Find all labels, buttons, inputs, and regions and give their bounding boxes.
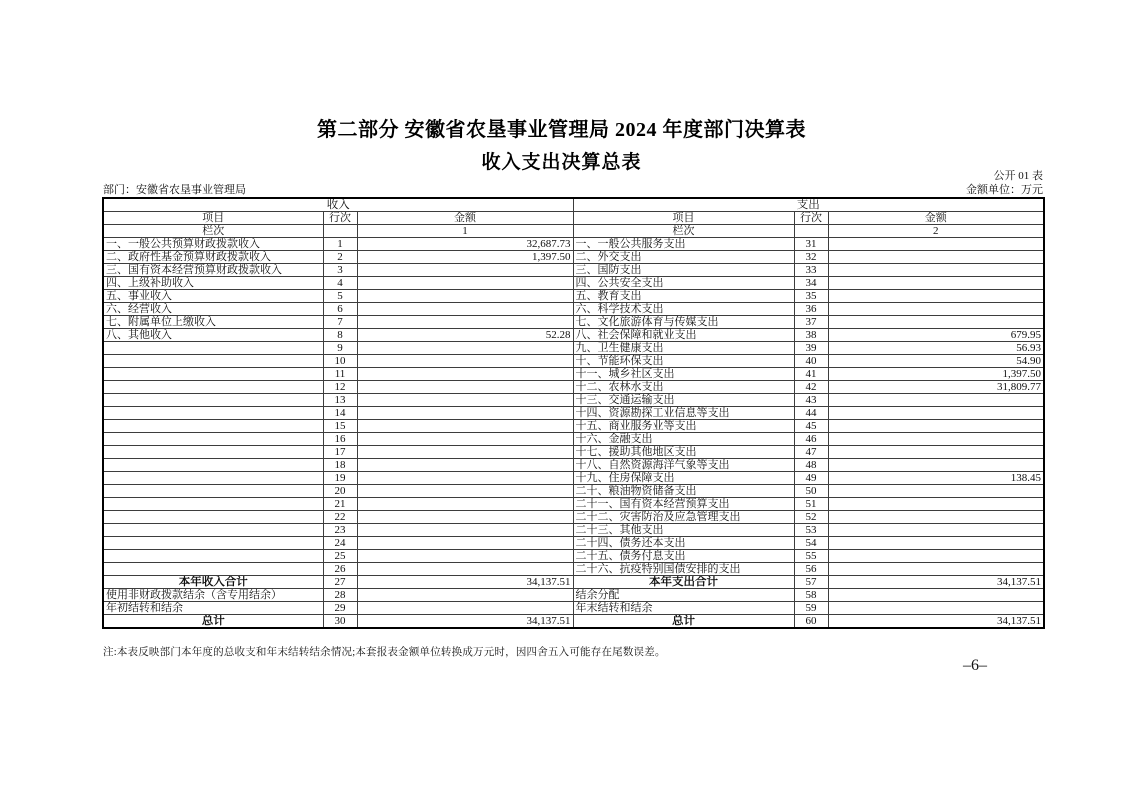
- income-item-cell: [103, 446, 323, 459]
- income-amount-cell: 1,397.50: [357, 251, 573, 264]
- table-row: [103, 407, 1044, 420]
- table-row: [103, 303, 1044, 316]
- income-amount-cell: 52.28: [357, 329, 573, 342]
- expense-item-cell: 十三、交通运输支出: [573, 394, 794, 407]
- meta-row: [103, 181, 1043, 197]
- expense-amount-cell: [828, 498, 1044, 511]
- income-item-cell: 年初结转和结余: [103, 602, 323, 615]
- income-item-cell: 六、经营收入: [103, 303, 323, 316]
- expense-rowno-cell: 48: [794, 459, 828, 472]
- expense-rowno-cell: 60: [794, 615, 828, 629]
- expense-item-cell: 二十三、其他支出: [573, 524, 794, 537]
- income-rowno-cell: 29: [323, 602, 357, 615]
- expense-lanci-blank: [794, 225, 828, 238]
- income-item-cell: [103, 368, 323, 381]
- income-section-header: 收入: [103, 198, 573, 212]
- income-item-cell: 三、国有资本经营预算财政拨款收入: [103, 264, 323, 277]
- income-item-cell: [103, 407, 323, 420]
- income-rowno-cell: 24: [323, 537, 357, 550]
- table-row: [103, 537, 1044, 550]
- expense-rowno-cell: 50: [794, 485, 828, 498]
- expense-item-cell: 结余分配: [573, 589, 794, 602]
- income-amount-header: 金额: [357, 212, 573, 225]
- unit-label: 金额单位：万元: [966, 184, 1043, 196]
- page-number: –6–: [963, 657, 987, 674]
- expense-amount-cell: [828, 602, 1044, 615]
- table-row: [103, 394, 1044, 407]
- income-rowno-cell: 19: [323, 472, 357, 485]
- expense-rowno-cell: 40: [794, 355, 828, 368]
- income-rowno-cell: 4: [323, 277, 357, 290]
- table-row: [103, 381, 1044, 394]
- expense-rowno-cell: 34: [794, 277, 828, 290]
- income-item-cell: [103, 394, 323, 407]
- expense-item-cell: 十七、援助其他地区支出: [573, 446, 794, 459]
- table-row: [103, 446, 1044, 459]
- income-amount-cell: 32,687.73: [357, 238, 573, 251]
- income-amount-cell: [357, 446, 573, 459]
- expense-amount-cell: 34,137.51: [828, 615, 1044, 629]
- income-lanci-blank: [323, 225, 357, 238]
- income-rowno-cell: 22: [323, 511, 357, 524]
- table-row: [103, 420, 1044, 433]
- table-row: [103, 602, 1044, 615]
- expense-amount-cell: [828, 511, 1044, 524]
- income-amount-cell: 34,137.51: [357, 576, 573, 589]
- footnote: 注:本表反映部门本年度的总收支和年末结转结余情况;本套报表金额单位转换成万元时，因四舍五入可能存在尾数误差。: [103, 647, 666, 658]
- expense-amount-cell: [828, 563, 1044, 576]
- income-item-cell: [103, 498, 323, 511]
- expense-rowno-cell: 52: [794, 511, 828, 524]
- income-amount-cell: [357, 589, 573, 602]
- expense-item-header: 项目: [573, 212, 794, 225]
- expense-rowno-cell: 46: [794, 433, 828, 446]
- expense-amount-cell: [828, 550, 1044, 563]
- income-item-cell: [103, 355, 323, 368]
- expense-rowno-cell: 51: [794, 498, 828, 511]
- income-rowno-cell: 7: [323, 316, 357, 329]
- expense-rowno-cell: 33: [794, 264, 828, 277]
- expense-amount-cell: [828, 316, 1044, 329]
- budget-summary-table: [102, 197, 1045, 629]
- expense-item-cell: 八、社会保障和就业支出: [573, 329, 794, 342]
- table-row: [103, 329, 1044, 342]
- expense-item-cell: 六、科学技术支出: [573, 303, 794, 316]
- income-rowno-cell: 12: [323, 381, 357, 394]
- expense-rowno-cell: 42: [794, 381, 828, 394]
- table-row: [103, 238, 1044, 251]
- expense-rowno-cell: 36: [794, 303, 828, 316]
- expense-item-cell: 五、教育支出: [573, 290, 794, 303]
- expense-amount-cell: 31,809.77: [828, 381, 1044, 394]
- income-rowno-cell: 14: [323, 407, 357, 420]
- income-amount-cell: [357, 407, 573, 420]
- income-rowno-header: 行次: [323, 212, 357, 225]
- income-amount-cell: [357, 472, 573, 485]
- income-rowno-cell: 16: [323, 433, 357, 446]
- income-amount-cell: [357, 394, 573, 407]
- expense-amount-cell: 34,137.51: [828, 576, 1044, 589]
- expense-rowno-cell: 32: [794, 251, 828, 264]
- expense-item-cell: 二十五、债务付息支出: [573, 550, 794, 563]
- income-rowno-cell: 2: [323, 251, 357, 264]
- expense-amount-cell: 1,397.50: [828, 368, 1044, 381]
- table-row: [103, 433, 1044, 446]
- income-rowno-cell: 5: [323, 290, 357, 303]
- expense-amount-cell: [828, 277, 1044, 290]
- income-rowno-cell: 17: [323, 446, 357, 459]
- expense-rowno-cell: 43: [794, 394, 828, 407]
- expense-amount-cell: 54.90: [828, 355, 1044, 368]
- income-item-cell: [103, 420, 323, 433]
- expense-col-index: 2: [828, 225, 1044, 238]
- table-row: [103, 550, 1044, 563]
- income-amount-cell: [357, 264, 573, 277]
- income-col-index: 1: [357, 225, 573, 238]
- income-amount-cell: [357, 511, 573, 524]
- expense-amount-header: 金额: [828, 212, 1044, 225]
- expense-item-cell: 总计: [573, 615, 794, 629]
- income-item-cell: [103, 524, 323, 537]
- income-item-cell: 四、上级补助收入: [103, 277, 323, 290]
- expense-rowno-cell: 49: [794, 472, 828, 485]
- expense-amount-cell: 56.93: [828, 342, 1044, 355]
- expense-item-cell: 本年支出合计: [573, 576, 794, 589]
- income-item-cell: [103, 472, 323, 485]
- income-rowno-cell: 18: [323, 459, 357, 472]
- income-rowno-cell: 23: [323, 524, 357, 537]
- expense-item-cell: 三、国防支出: [573, 264, 794, 277]
- income-rowno-cell: 30: [323, 615, 357, 629]
- expense-rowno-cell: 44: [794, 407, 828, 420]
- income-rowno-cell: 3: [323, 264, 357, 277]
- income-item-cell: [103, 563, 323, 576]
- expense-amount-cell: [828, 251, 1044, 264]
- income-rowno-cell: 26: [323, 563, 357, 576]
- income-rowno-cell: 9: [323, 342, 357, 355]
- income-item-cell: [103, 511, 323, 524]
- income-item-cell: 本年收入合计: [103, 576, 323, 589]
- expense-amount-cell: [828, 459, 1044, 472]
- expense-item-cell: 十五、商业服务业等支出: [573, 420, 794, 433]
- table-row: [103, 368, 1044, 381]
- expense-rowno-cell: 55: [794, 550, 828, 563]
- income-rowno-cell: 27: [323, 576, 357, 589]
- expense-item-cell: 七、文化旅游体育与传媒支出: [573, 316, 794, 329]
- expense-rowno-cell: 39: [794, 342, 828, 355]
- income-item-cell: [103, 433, 323, 446]
- income-item-cell: 七、附属单位上缴收入: [103, 316, 323, 329]
- income-item-cell: 总计: [103, 615, 323, 629]
- income-amount-cell: [357, 342, 573, 355]
- income-amount-cell: [357, 381, 573, 394]
- expense-rowno-cell: 37: [794, 316, 828, 329]
- income-amount-cell: 34,137.51: [357, 615, 573, 629]
- expense-rowno-cell: 41: [794, 368, 828, 381]
- expense-item-cell: 二十一、国有资本经营预算支出: [573, 498, 794, 511]
- income-rowno-cell: 8: [323, 329, 357, 342]
- income-amount-cell: [357, 498, 573, 511]
- expense-rowno-cell: 59: [794, 602, 828, 615]
- income-item-cell: 一、一般公共预算财政拨款收入: [103, 238, 323, 251]
- expense-item-cell: 十四、资源勘探工业信息等支出: [573, 407, 794, 420]
- table-row: [103, 290, 1044, 303]
- table-row: [103, 498, 1044, 511]
- table-row: [103, 589, 1044, 602]
- expense-item-cell: 十二、农林水支出: [573, 381, 794, 394]
- expense-lanci-label: 栏次: [573, 225, 794, 238]
- table-row: [103, 472, 1044, 485]
- income-item-cell: [103, 459, 323, 472]
- income-amount-cell: [357, 368, 573, 381]
- expense-item-cell: 二十六、抗疫特别国债安排的支出: [573, 563, 794, 576]
- expense-rowno-cell: 58: [794, 589, 828, 602]
- income-amount-cell: [357, 537, 573, 550]
- expense-amount-cell: [828, 264, 1044, 277]
- income-item-cell: 五、事业收入: [103, 290, 323, 303]
- income-amount-cell: [357, 420, 573, 433]
- income-item-cell: [103, 537, 323, 550]
- income-item-cell: 二、政府性基金预算财政拨款收入: [103, 251, 323, 264]
- expense-amount-cell: [828, 524, 1044, 537]
- expense-item-cell: 二十四、债务还本支出: [573, 537, 794, 550]
- income-rowno-cell: 25: [323, 550, 357, 563]
- expense-item-cell: 四、公共安全支出: [573, 277, 794, 290]
- expense-item-cell: 十一、城乡社区支出: [573, 368, 794, 381]
- expense-amount-cell: [828, 238, 1044, 251]
- expense-item-cell: 十八、自然资源海洋气象等支出: [573, 459, 794, 472]
- expense-item-cell: 二十二、灾害防治及应急管理支出: [573, 511, 794, 524]
- expense-amount-cell: [828, 420, 1044, 433]
- expense-rowno-cell: 47: [794, 446, 828, 459]
- expense-item-cell: 十九、住房保障支出: [573, 472, 794, 485]
- table-row: [103, 485, 1044, 498]
- income-amount-cell: [357, 550, 573, 563]
- expense-amount-cell: [828, 589, 1044, 602]
- table-row: [103, 459, 1044, 472]
- income-rowno-cell: 20: [323, 485, 357, 498]
- expense-item-cell: 九、卫生健康支出: [573, 342, 794, 355]
- income-amount-cell: [357, 459, 573, 472]
- table-row: [103, 615, 1044, 629]
- income-amount-cell: [357, 303, 573, 316]
- income-amount-cell: [357, 563, 573, 576]
- income-rowno-cell: 1: [323, 238, 357, 251]
- income-item-cell: 八、其他收入: [103, 329, 323, 342]
- income-rowno-cell: 28: [323, 589, 357, 602]
- income-rowno-cell: 21: [323, 498, 357, 511]
- income-rowno-cell: 6: [323, 303, 357, 316]
- table-row: [103, 277, 1044, 290]
- income-item-cell: [103, 381, 323, 394]
- expense-amount-cell: [828, 433, 1044, 446]
- department-label: 部门：安徽省农垦事业管理局: [103, 184, 246, 196]
- income-rowno-cell: 11: [323, 368, 357, 381]
- income-item-cell: 使用非财政拨款结余（含专用结余）: [103, 589, 323, 602]
- income-rowno-cell: 15: [323, 420, 357, 433]
- expense-rowno-cell: 31: [794, 238, 828, 251]
- income-amount-cell: [357, 485, 573, 498]
- expense-section-header: 支出: [573, 198, 1044, 212]
- expense-rowno-cell: 57: [794, 576, 828, 589]
- income-amount-cell: [357, 290, 573, 303]
- expense-rowno-cell: 53: [794, 524, 828, 537]
- table-row: [103, 355, 1044, 368]
- income-rowno-cell: 13: [323, 394, 357, 407]
- income-item-header: 项目: [103, 212, 323, 225]
- expense-item-cell: 十六、金融支出: [573, 433, 794, 446]
- income-amount-cell: [357, 602, 573, 615]
- expense-item-cell: 一、一般公共服务支出: [573, 238, 794, 251]
- expense-rowno-cell: 35: [794, 290, 828, 303]
- table-row: [103, 251, 1044, 264]
- income-item-cell: [103, 485, 323, 498]
- expense-item-cell: 二十、粮油物资储备支出: [573, 485, 794, 498]
- page-title: 第二部分 安徽省农垦事业管理局 2024 年度部门决算表: [317, 119, 806, 141]
- expense-rowno-cell: 45: [794, 420, 828, 433]
- expense-amount-cell: [828, 303, 1044, 316]
- section-header-row: [103, 198, 1044, 212]
- expense-item-cell: 年末结转和结余: [573, 602, 794, 615]
- expense-rowno-header: 行次: [794, 212, 828, 225]
- table-body: [103, 238, 1044, 629]
- table-row: [103, 342, 1044, 355]
- income-item-cell: [103, 550, 323, 563]
- table-row: [103, 511, 1044, 524]
- expense-rowno-cell: 38: [794, 329, 828, 342]
- income-item-cell: [103, 342, 323, 355]
- income-amount-cell: [357, 277, 573, 290]
- expense-rowno-cell: 56: [794, 563, 828, 576]
- table-row: [103, 563, 1044, 576]
- expense-amount-cell: [828, 290, 1044, 303]
- column-header-row: [103, 212, 1044, 225]
- table-title: 收入支出决算总表: [481, 152, 642, 173]
- expense-rowno-cell: 54: [794, 537, 828, 550]
- expense-amount-cell: [828, 446, 1044, 459]
- table-code: 公开 01 表: [993, 170, 1043, 182]
- expense-amount-cell: [828, 407, 1044, 420]
- income-amount-cell: [357, 355, 573, 368]
- expense-amount-cell: [828, 537, 1044, 550]
- expense-amount-cell: [828, 394, 1044, 407]
- expense-amount-cell: 679.95: [828, 329, 1044, 342]
- expense-amount-cell: 138.45: [828, 472, 1044, 485]
- income-rowno-cell: 10: [323, 355, 357, 368]
- expense-amount-cell: [828, 485, 1044, 498]
- table-row: [103, 524, 1044, 537]
- table-row: [103, 576, 1044, 589]
- expense-item-cell: 十、节能环保支出: [573, 355, 794, 368]
- income-amount-cell: [357, 433, 573, 446]
- table-row: [103, 316, 1044, 329]
- column-index-row: [103, 225, 1044, 238]
- income-amount-cell: [357, 524, 573, 537]
- income-amount-cell: [357, 316, 573, 329]
- income-lanci-label: 栏次: [103, 225, 323, 238]
- expense-item-cell: 二、外交支出: [573, 251, 794, 264]
- table-row: [103, 264, 1044, 277]
